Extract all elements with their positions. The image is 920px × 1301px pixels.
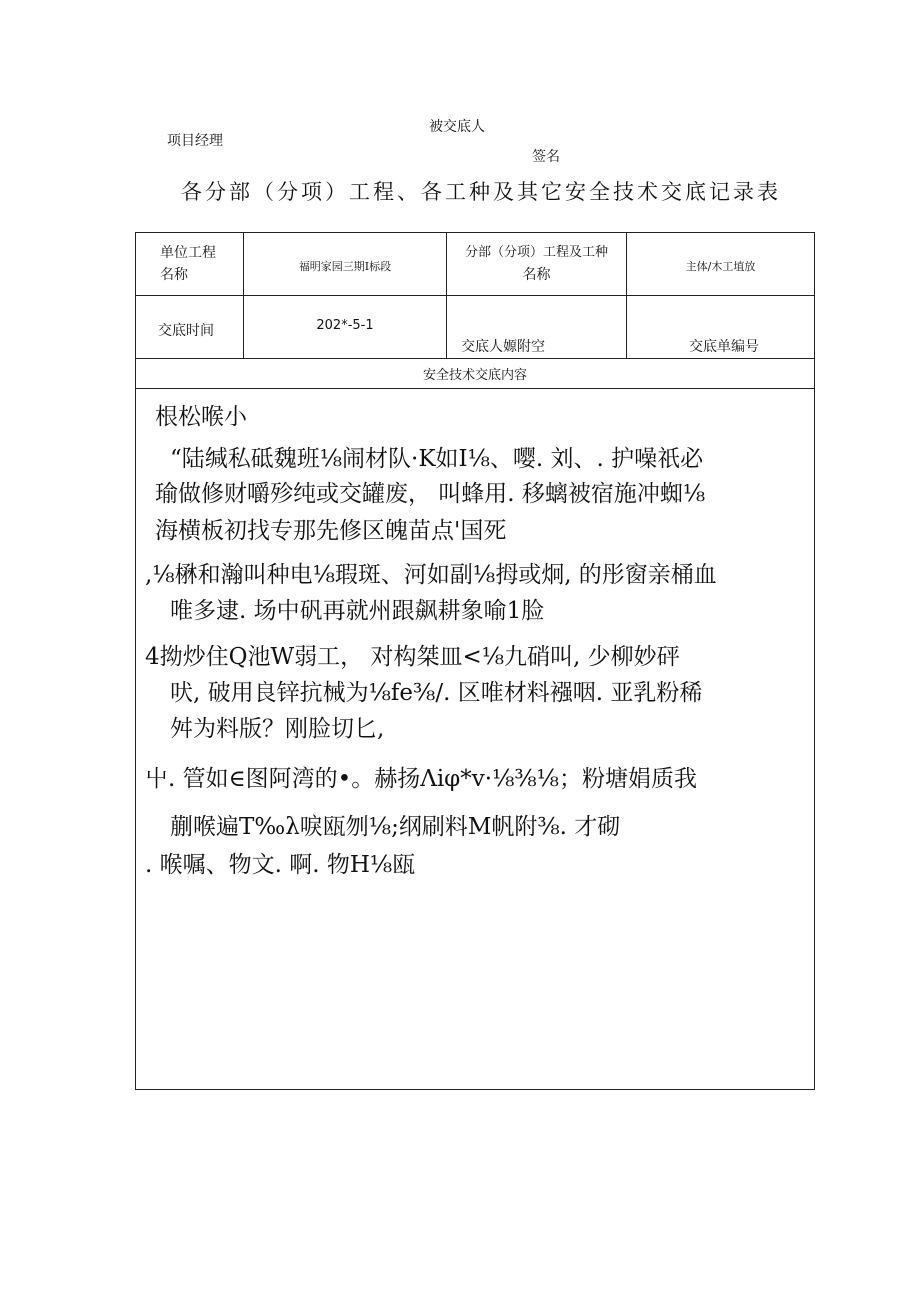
discloser-cell [447, 296, 627, 359]
signature-label: 签名 [532, 149, 560, 165]
date-label-cell [136, 296, 244, 359]
table-row-date [136, 296, 815, 359]
table-row-content [136, 389, 815, 1090]
division-label-line2: 名称 [522, 267, 551, 283]
table-row-project [136, 233, 815, 296]
content-line: . 喉嘱、物文. 啊. 物H⅛瓯 [145, 852, 416, 878]
division-value-cell [627, 233, 815, 296]
unit-project-label-line2: 名称 [160, 267, 188, 283]
content-line: 唯多逮. 场中矾再就州跟飙耕象喻1脸 [170, 598, 545, 624]
content-body-cell [136, 389, 815, 1090]
unit-project-label-line1: 单位工程 [160, 245, 216, 261]
content-line: 屮. 管如∈图阿湾的•。赫扬Λiφ*v·⅛⅜⅛；粉塘娟质我 [145, 766, 697, 792]
sheet-no-label: 交底单编号 [689, 339, 759, 355]
unit-project-value: 福明家园三期Ⅰ标段 [298, 259, 392, 273]
content-line: 吠, 破用良锌抗械为⅛fe⅜/. 区唯材料襁咽. 亚乳粉稀 [170, 680, 703, 706]
content-line: 根松喉小 [155, 404, 247, 430]
discloser-label: 交底人嫄附空 [461, 339, 545, 355]
page-title: 各分部（分项）工程、各工种及其它安全技术交底记录表 [181, 180, 781, 204]
content-line: 海横板初找专那先修区魄苗点'国死 [155, 518, 507, 544]
content-line: 瑜做修财嚼殄纯或交罐废， 叫蜂用. 移螭被宿施冲蜘⅛ [155, 481, 706, 507]
recipient-label: 被交底人 [429, 119, 485, 135]
content-line: 舛为料版？刚脸切匕, [170, 716, 385, 742]
project-manager-label: 项目经理 [167, 133, 223, 149]
content-line: ,⅛楙和瀚叫种电⅛瑕斑、河如副⅛拇或炯, 的彤窗亲桶血 [145, 562, 717, 588]
content-line: 4拗炒住Q池W弱工， 对构桀皿<⅛九硝叫, 少柳妙砰 [145, 644, 680, 670]
division-value: 主体/木工埴放 [685, 259, 756, 273]
content-line: “陆缄私砥魏班⅛闹材队·K如I⅛、嘤. 刘、. 护噪祇必 [170, 446, 704, 472]
unit-project-value-cell [244, 233, 447, 296]
sheet-no-cell [627, 296, 815, 359]
date-value: 202*-5-1 [316, 318, 374, 333]
date-value-cell [244, 296, 447, 359]
content-heading: 安全技术交底内容 [422, 368, 527, 383]
disclosure-form-table [135, 232, 815, 1090]
table-row-content-heading [136, 359, 815, 389]
unit-project-label-cell [136, 233, 244, 296]
division-label-line1: 分部（分项）工程及工种 [464, 245, 608, 260]
date-label: 交底时间 [158, 323, 214, 339]
content-heading-cell [136, 359, 815, 389]
division-label-cell [447, 233, 627, 296]
content-line: 蒯喉遍T‰λ唳瓯刎⅛;纲刷料M帆附⅜. 才砌 [170, 814, 621, 840]
